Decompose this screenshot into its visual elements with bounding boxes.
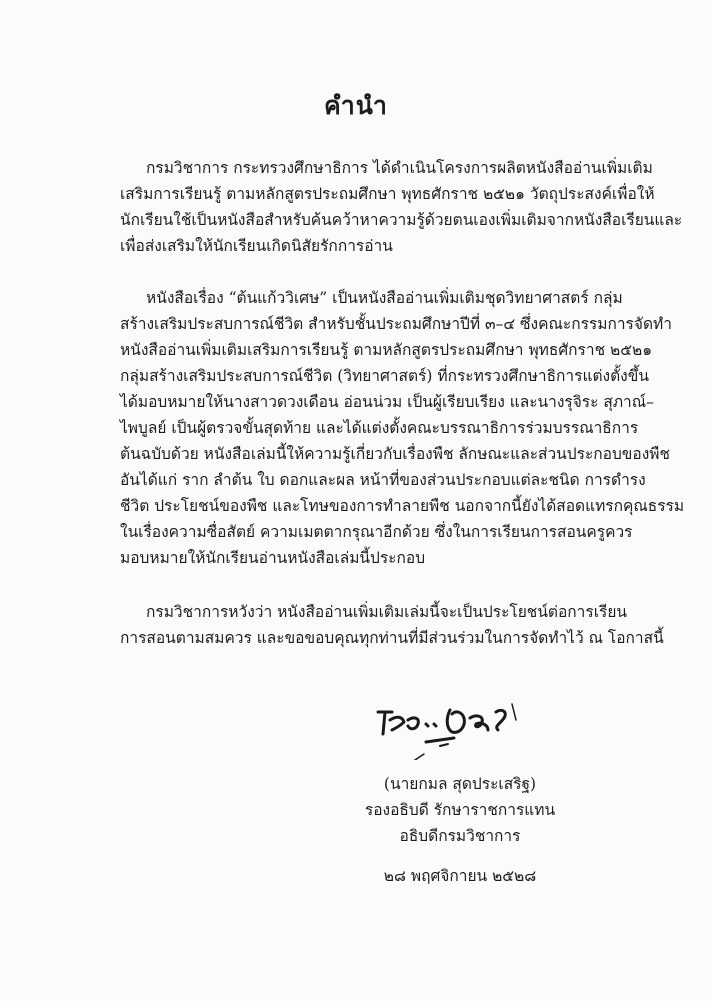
paragraph-2-line: ในเรื่องความซื่อสัตย์ ความเมตตากรุณาอีกด้วย ซึ่งในการเรียนการสอนครูควร — [120, 523, 633, 541]
paragraph-1-line: เพื่อส่งเสริมให้นักเรียนเกิดนิสัยรักการอ่าน — [120, 237, 393, 255]
paragraph-2-line: ได้มอบหมายให้นางสาวดวงเดือน อ่อนน่วม เป็นผู้เรียบเรียง และนางรุจิระ สุภาณ์– — [120, 393, 654, 411]
signer-organization: อธิบดีกรมวิชาการ — [399, 827, 521, 845]
paragraph-1-line: กรมวิชาการ กระทรวงศึกษาธิการ ได้ดำเนินโครงการผลิตหนังสืออ่านเพิ่มเติม — [146, 159, 653, 177]
paragraph-3-line: การสอนตามสมควร และขอขอบคุณทุกท่านที่มีส่วนร่วมในการจัดทำไว้ ณ โอกาสนี้ — [120, 629, 664, 647]
paragraph-1-line: เสริมการเรียนรู้ ตามหลักสูตรประถมศึกษา พุทธศักราช ๒๕๒๑ วัตถุประสงค์เพื่อให้ — [120, 185, 655, 203]
paragraph-2-line: อันได้แก่ ราก ลำต้น ใบ ดอกและผล หน้าที่ของส่วนประกอบแต่ละชนิด การดำรง — [120, 471, 646, 489]
paragraph-2-line: ชีวิต ประโยชน์ของพืช และโทษของการทำลายพืช นอกจากนี้ยังได้สอดแทรกคุณธรรม — [120, 497, 685, 515]
paragraph-2-line: ต้นฉบับด้วย หนังสือเล่มนี้ให้ความรู้เกี่ยวกับเรื่องพืช ลักษณะและส่วนประกอบของพืช — [120, 445, 671, 463]
paragraph-2-line: หนังสืออ่านเพิ่มเติมเสริมการเรียนรู้ ตามหลักสูตรประถมศึกษา พุทธศักราช ๒๕๒๑ — [120, 341, 653, 359]
signer-name: (นายกมล สุดประเสริฐ) — [383, 775, 537, 793]
paragraph-2-line: มอบหมายให้นักเรียนอ่านหนังสือเล่มนี้ประกอบ — [120, 549, 426, 567]
handwritten-signature — [330, 690, 590, 760]
paragraph-3-line: กรมวิชาการหวังว่า หนังสืออ่านเพิ่มเติมเล่มนี้จะเป็นประโยชน์ต่อการเรียน — [146, 603, 628, 621]
paragraph-1-line: นักเรียนใช้เป็นหนังสือสำหรับค้นคว้าหาความรู้ด้วยตนเองเพิ่มเติมจากหนังสือเรียนและ — [120, 211, 683, 229]
paragraph-2-line: หนังสือเรื่อง “ต้นแก้ววิเศษ” เป็นหนังสืออ่านเพิ่มเติมชุดวิทยาศาสตร์ กลุ่ม — [146, 289, 623, 307]
document-date: ๒๘ พฤศจิกายน ๒๕๒๘ — [383, 867, 537, 885]
paragraph-2-line: กลุ่มสร้างเสริมประสบการณ์ชีวิต (วิทยาศาสตร์) ที่กระทรวงศึกษาธิการแต่งตั้งขึ้น — [120, 367, 649, 385]
paragraph-2-line: สร้างเสริมประสบการณ์ชีวิต สำหรับชั้นประถมศึกษาปีที่ ๓–๔ ซึ่งคณะกรรมการจัดทำ — [120, 315, 672, 333]
paragraph-2-line: ไพบูลย์ เป็นผู้ตรวจขั้นสุดท้าย และได้แต่งตั้งคณะบรรณาธิการร่วมบรรณาธิการ — [120, 419, 639, 437]
page-title: คำนำ — [324, 91, 388, 120]
signer-role: รองอธิบดี รักษาราชการแทน — [364, 801, 556, 819]
